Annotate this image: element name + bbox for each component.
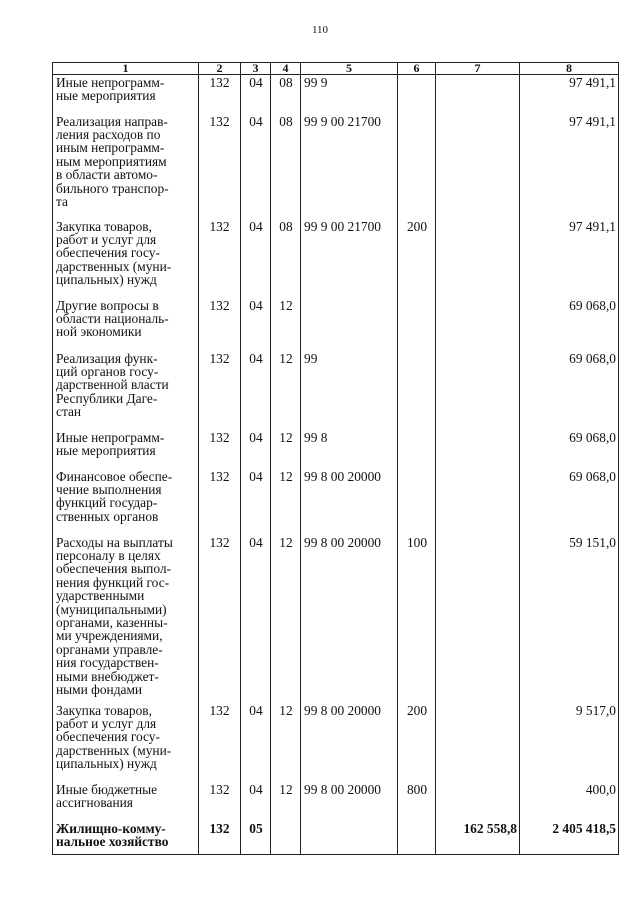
- cell-subsection: 12: [271, 351, 301, 430]
- cell-expense-type: [398, 351, 436, 430]
- cell-name: Закупка товаров, работ и услуг для обеспечения госу- дарственных (муни- ципальных) нужд: [53, 219, 199, 298]
- table-row: [53, 75, 619, 114]
- cell-name: Жилищно-комму- нальное хозяйство: [53, 821, 199, 855]
- cell-section: 04: [241, 219, 271, 298]
- cell-target-article: [301, 821, 398, 855]
- cell-section: 04: [241, 114, 271, 219]
- cell-ministry-code: 132: [199, 75, 241, 114]
- cell-ministry-code: 132: [199, 821, 241, 855]
- column-header: 8: [520, 63, 619, 75]
- cell-amount-col8: 97 491,1: [520, 219, 619, 298]
- cell-subsection: 12: [271, 703, 301, 782]
- table-row: [53, 535, 619, 703]
- cell-subsection: 12: [271, 782, 301, 821]
- cell-ministry-code: 132: [199, 430, 241, 469]
- cell-ministry-code: 132: [199, 219, 241, 298]
- cell-name: Реализация направ- ления расходов по иным непрограмм- ным мероприятиям в области автомо- бильного транспор- та: [53, 114, 199, 219]
- column-header: 2: [199, 63, 241, 75]
- cell-expense-type: [398, 821, 436, 855]
- column-header: 6: [398, 63, 436, 75]
- cell-amount-col8: 69 068,0: [520, 430, 619, 469]
- cell-section: 04: [241, 703, 271, 782]
- cell-subsection: 08: [271, 75, 301, 114]
- table-row: [53, 351, 619, 430]
- cell-amount-col8: 69 068,0: [520, 351, 619, 430]
- cell-target-article: 99 8 00 20000: [301, 782, 398, 821]
- cell-expense-type: 800: [398, 782, 436, 821]
- cell-subsection: [271, 821, 301, 855]
- cell-name: Другие вопросы в области националь- ной экономики: [53, 298, 199, 351]
- cell-amount-col7: [436, 75, 520, 114]
- cell-target-article: [301, 298, 398, 351]
- column-header: 7: [436, 63, 520, 75]
- cell-target-article: 99 9: [301, 75, 398, 114]
- column-header: 5: [301, 63, 398, 75]
- cell-target-article: 99 8 00 20000: [301, 469, 398, 535]
- cell-ministry-code: 132: [199, 703, 241, 782]
- column-header: 1: [53, 63, 199, 75]
- cell-target-article: 99 8: [301, 430, 398, 469]
- cell-amount-col8: 69 068,0: [520, 469, 619, 535]
- cell-expense-type: 200: [398, 219, 436, 298]
- cell-target-article: 99 8 00 20000: [301, 703, 398, 782]
- cell-section: 04: [241, 75, 271, 114]
- cell-name: Расходы на выплаты персоналу в целях обеспечения выпол- нения функций гос- ударственными (муниципальными) органами, казенны- ми учреждениями, органами управле- ния государствен- ными внебюджет- ными фондами: [53, 535, 199, 703]
- cell-name: Закупка товаров, работ и услуг для обеспечения госу- дарственных (муни- ципальных) нужд: [53, 703, 199, 782]
- cell-target-article: 99 9 00 21700: [301, 219, 398, 298]
- table-row: [53, 298, 619, 351]
- cell-expense-type: [398, 430, 436, 469]
- cell-ministry-code: 132: [199, 469, 241, 535]
- column-header: 4: [271, 63, 301, 75]
- page-number: 110: [311, 24, 329, 36]
- table-row: [53, 114, 619, 219]
- cell-section: 04: [241, 535, 271, 703]
- cell-section: 04: [241, 351, 271, 430]
- cell-amount-col8: 400,0: [520, 782, 619, 821]
- cell-amount-col7: [436, 298, 520, 351]
- cell-expense-type: 200: [398, 703, 436, 782]
- cell-amount-col8: 9 517,0: [520, 703, 619, 782]
- cell-section: 04: [241, 469, 271, 535]
- cell-name: Финансовое обеспе- чение выполнения функций государ- ственных органов: [53, 469, 199, 535]
- cell-amount-col8: 69 068,0: [520, 298, 619, 351]
- cell-amount-col7: [436, 351, 520, 430]
- cell-amount-col7: [436, 782, 520, 821]
- cell-subsection: 08: [271, 114, 301, 219]
- table-header-row: [53, 63, 619, 75]
- cell-subsection: 08: [271, 219, 301, 298]
- cell-name: Иные бюджетные ассигнования: [53, 782, 199, 821]
- cell-expense-type: [398, 298, 436, 351]
- cell-amount-col8: 97 491,1: [520, 75, 619, 114]
- cell-amount-col8: 97 491,1: [520, 114, 619, 219]
- cell-subsection: 12: [271, 535, 301, 703]
- budget-table: [52, 62, 619, 855]
- table-row: [53, 703, 619, 782]
- cell-target-article: 99 9 00 21700: [301, 114, 398, 219]
- table-row: [53, 782, 619, 821]
- cell-expense-type: [398, 114, 436, 219]
- cell-amount-col8: 2 405 418,5: [520, 821, 619, 855]
- cell-ministry-code: 132: [199, 351, 241, 430]
- cell-amount-col7: [436, 114, 520, 219]
- cell-name: Иные непрограмм- ные мероприятия: [53, 75, 199, 114]
- table-row: [53, 430, 619, 469]
- cell-amount-col7: [436, 535, 520, 703]
- cell-expense-type: [398, 75, 436, 114]
- cell-expense-type: [398, 469, 436, 535]
- cell-ministry-code: 132: [199, 535, 241, 703]
- table-body: [53, 75, 619, 855]
- table-row: [53, 821, 619, 855]
- table-row: [53, 469, 619, 535]
- cell-target-article: 99: [301, 351, 398, 430]
- cell-ministry-code: 132: [199, 782, 241, 821]
- table-row: [53, 219, 619, 298]
- cell-name: Реализация функ- ций органов госу- дарственной власти Республики Даге- стан: [53, 351, 199, 430]
- cell-section: 04: [241, 298, 271, 351]
- cell-amount-col7: [436, 430, 520, 469]
- cell-name: Иные непрограмм- ные мероприятия: [53, 430, 199, 469]
- column-header: 3: [241, 63, 271, 75]
- cell-subsection: 12: [271, 298, 301, 351]
- cell-section: 04: [241, 782, 271, 821]
- cell-ministry-code: 132: [199, 298, 241, 351]
- cell-section: 05: [241, 821, 271, 855]
- cell-amount-col7: [436, 219, 520, 298]
- cell-ministry-code: 132: [199, 114, 241, 219]
- cell-subsection: 12: [271, 430, 301, 469]
- cell-amount-col7: [436, 703, 520, 782]
- cell-target-article: 99 8 00 20000: [301, 535, 398, 703]
- cell-subsection: 12: [271, 469, 301, 535]
- cell-expense-type: 100: [398, 535, 436, 703]
- cell-amount-col7: [436, 469, 520, 535]
- cell-section: 04: [241, 430, 271, 469]
- cell-amount-col8: 59 151,0: [520, 535, 619, 703]
- cell-amount-col7: 162 558,8: [436, 821, 520, 855]
